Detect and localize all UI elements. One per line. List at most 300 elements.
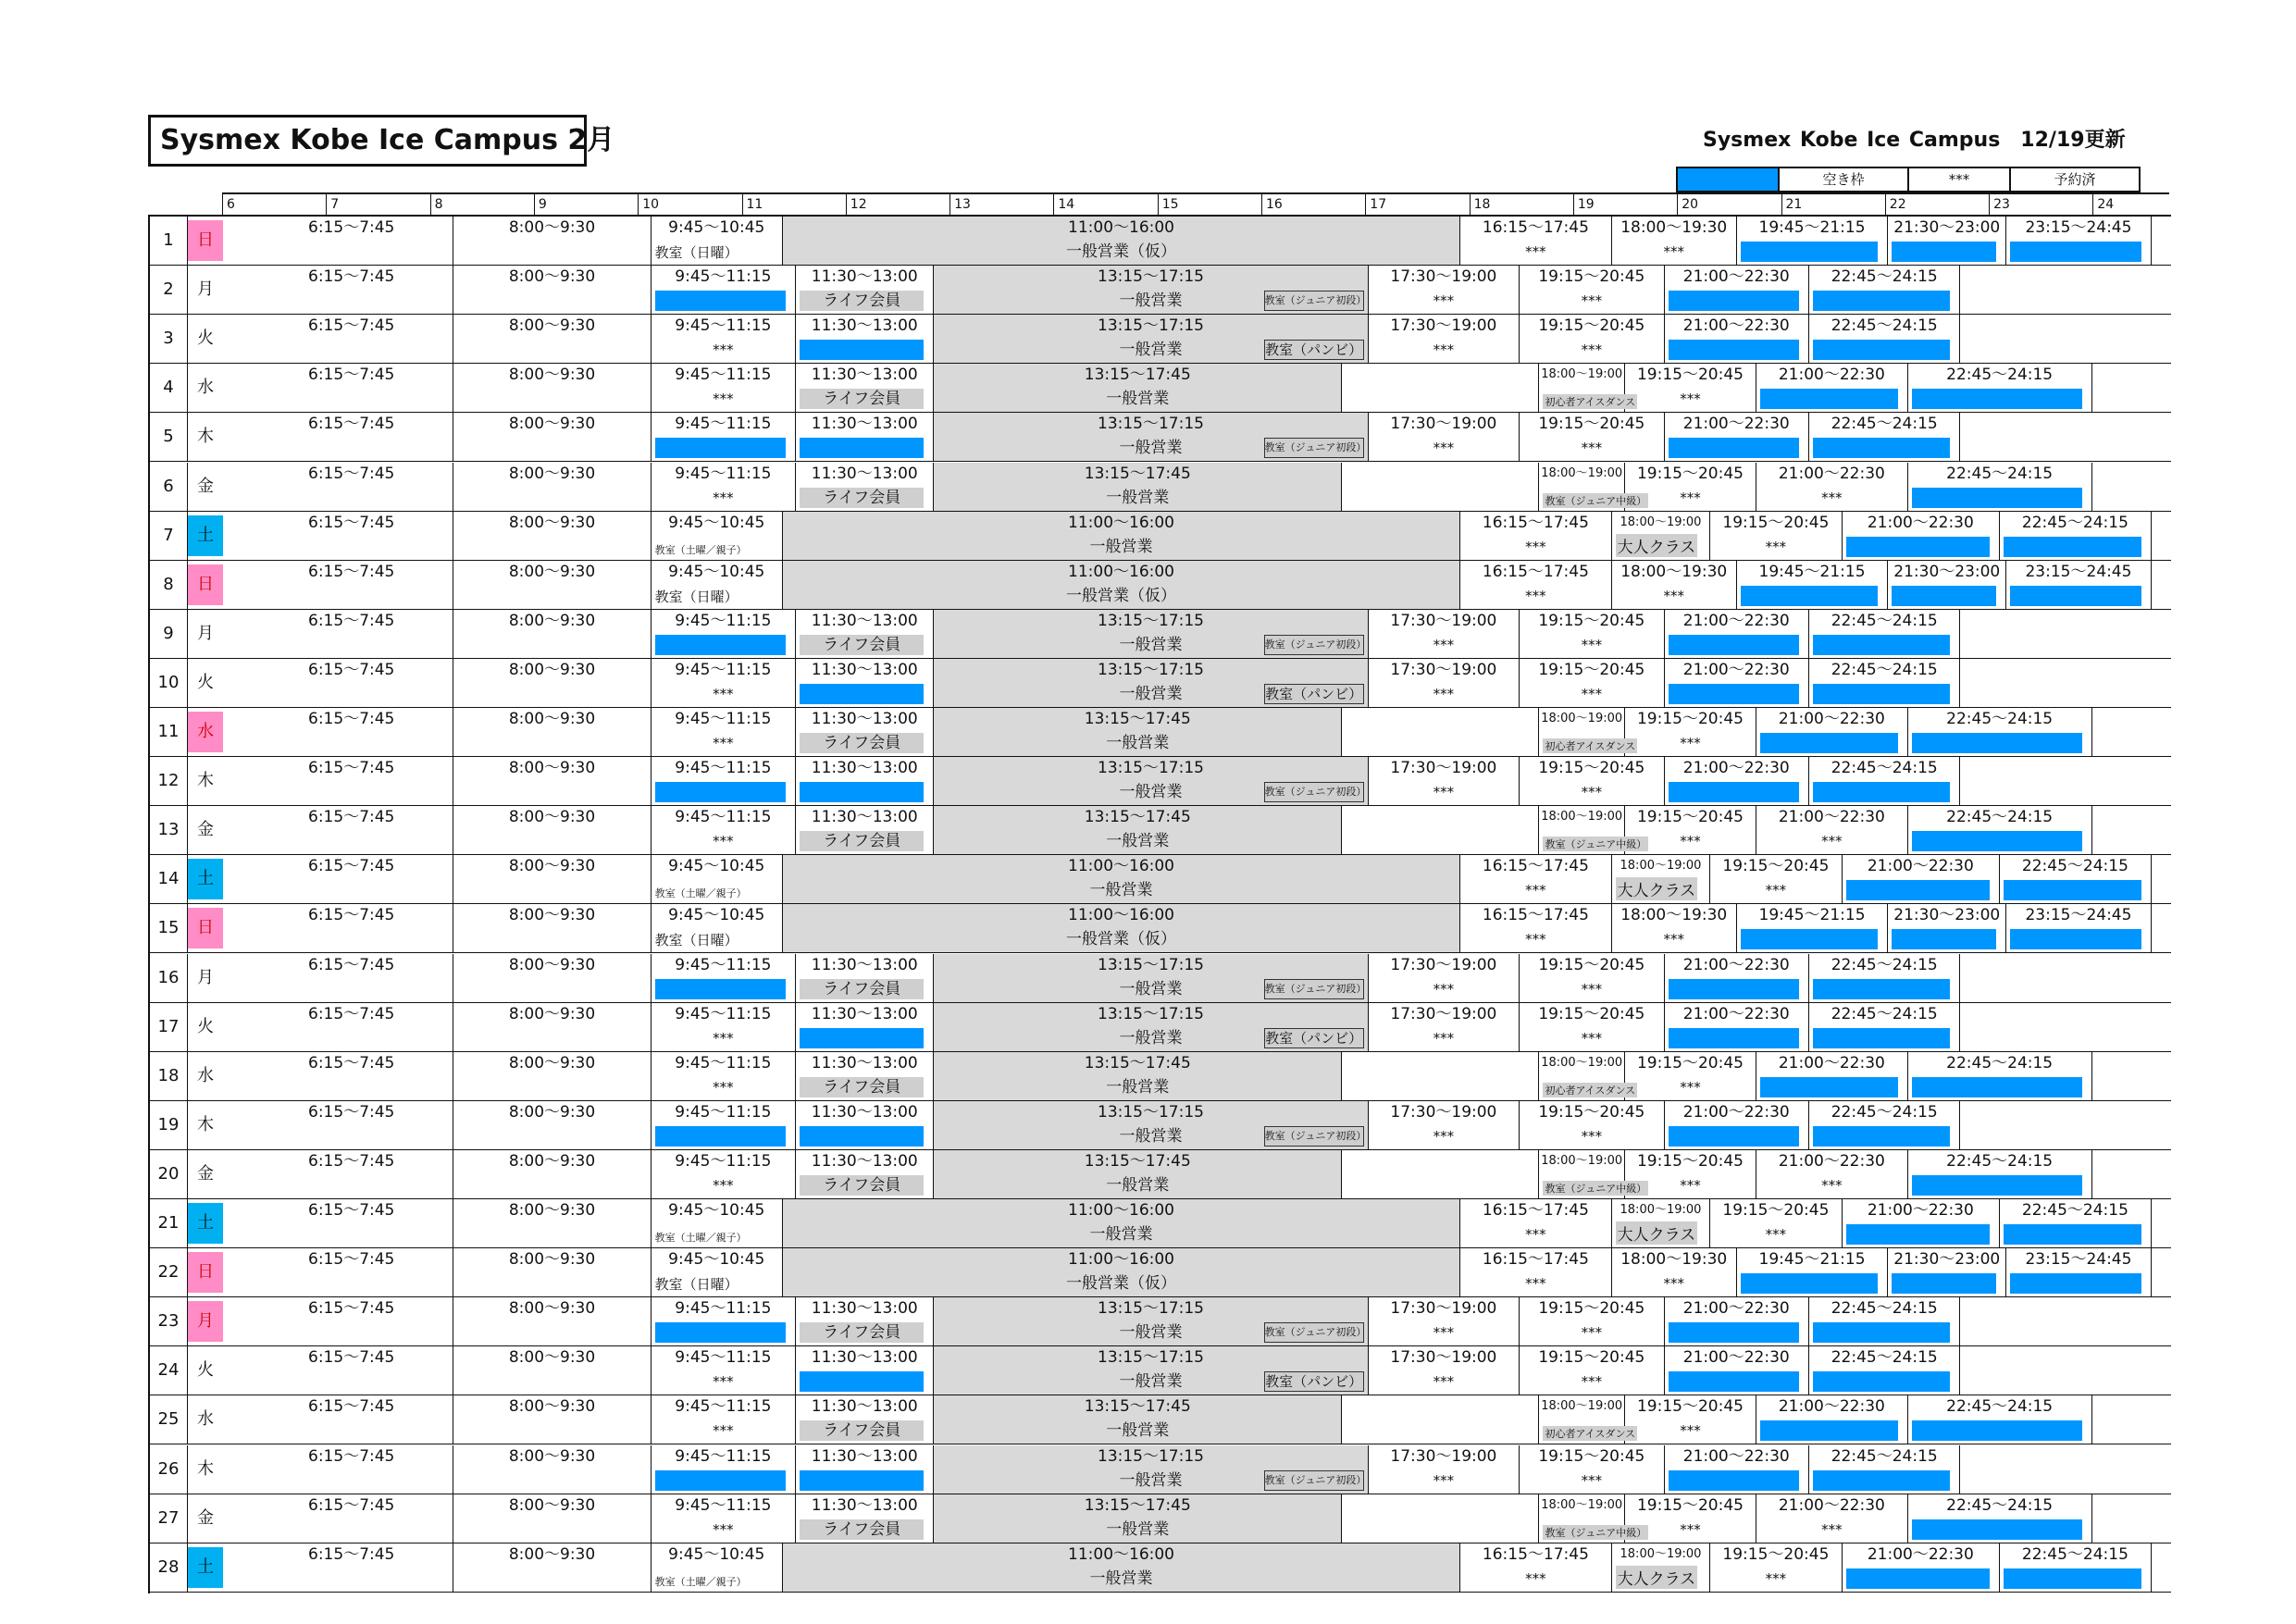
time-slot[interactable]	[1342, 806, 1539, 854]
time-slot[interactable]	[250, 1346, 453, 1395]
slot-available[interactable]	[1809, 266, 1961, 314]
available-bar	[800, 1126, 924, 1147]
time-slot[interactable]	[1539, 1052, 1636, 1100]
time-slot[interactable]	[250, 904, 453, 952]
slot-available[interactable]	[652, 1445, 796, 1494]
slot-label: 初心者アイスダンス	[1545, 740, 1636, 752]
slot-time: 11:30～13:00	[811, 1495, 918, 1515]
slot-available[interactable]	[1665, 1101, 1809, 1149]
slot-available[interactable]	[1908, 806, 2092, 854]
time-slot[interactable]	[934, 413, 1368, 461]
time-slot[interactable]	[1460, 561, 1612, 609]
time-slot[interactable]	[453, 217, 651, 265]
slot-available[interactable]	[652, 757, 796, 805]
time-slot[interactable]	[1369, 659, 1520, 707]
slot-available[interactable]	[1908, 364, 2092, 412]
slot-available[interactable]	[652, 266, 796, 314]
time-slot[interactable]	[453, 904, 651, 952]
time-slot[interactable]	[934, 1297, 1368, 1345]
slot-time: 8:00～9:30	[508, 1544, 596, 1564]
time-slot[interactable]	[453, 512, 651, 560]
time-slot[interactable]	[652, 659, 796, 707]
time-slot[interactable]	[250, 217, 453, 265]
time-slot[interactable]	[652, 315, 796, 363]
time-slot[interactable]	[1612, 855, 1711, 903]
time-slot[interactable]	[783, 1543, 1460, 1592]
slot-available[interactable]	[2000, 1543, 2152, 1592]
slot-available[interactable]	[796, 1445, 934, 1494]
slot-available[interactable]	[1843, 512, 2001, 560]
slot-available[interactable]	[652, 610, 796, 658]
time-slot[interactable]	[1369, 1346, 1520, 1395]
time-slot[interactable]	[652, 1052, 796, 1100]
time-slot[interactable]	[1625, 1052, 1756, 1100]
time-slot[interactable]	[1539, 1150, 1647, 1198]
slot-available[interactable]	[652, 954, 796, 1002]
slot-available[interactable]	[1908, 1150, 2092, 1198]
time-slot[interactable]	[934, 315, 1368, 363]
time-slot[interactable]	[1612, 561, 1737, 609]
time-slot[interactable]	[1756, 1150, 1908, 1198]
slot-available[interactable]	[2006, 217, 2151, 265]
time-slot[interactable]	[1460, 855, 1612, 903]
time-slot[interactable]	[1520, 266, 1664, 314]
time-slot[interactable]	[652, 217, 783, 265]
slot-available[interactable]	[1908, 1395, 2092, 1444]
time-slot[interactable]	[453, 1150, 651, 1198]
time-slot[interactable]	[1369, 266, 1520, 314]
slot-status: ***	[713, 735, 734, 751]
slot-available[interactable]	[1665, 954, 1809, 1002]
time-slot[interactable]	[934, 1395, 1342, 1444]
slot-available[interactable]	[2000, 1199, 2152, 1247]
slot-available[interactable]	[1665, 659, 1809, 707]
time-slot[interactable]	[783, 855, 1460, 903]
time-slot[interactable]	[796, 1052, 934, 1100]
time-slot[interactable]	[783, 217, 1460, 265]
time-slot[interactable]	[1460, 217, 1612, 265]
time-slot[interactable]	[250, 708, 453, 756]
available-bar	[1846, 1568, 1991, 1589]
slot-available[interactable]	[1756, 1395, 1908, 1444]
available-bar	[1741, 1273, 1879, 1294]
time-slot[interactable]	[1369, 413, 1520, 461]
time-slot[interactable]	[652, 1543, 783, 1592]
time-slot[interactable]	[934, 954, 1368, 1002]
slot-time: 9:45～11:15	[675, 316, 772, 336]
time-slot[interactable]	[934, 463, 1342, 511]
time-slot[interactable]	[934, 1052, 1342, 1100]
slot-time: 13:15～17:15	[1098, 415, 1204, 434]
time-slot[interactable]	[652, 364, 796, 412]
time-slot[interactable]	[796, 708, 934, 756]
time-slot[interactable]	[796, 1395, 934, 1444]
slot-time: 22:45～24:15	[1946, 1151, 2054, 1171]
slot-time: 13:15～17:15	[1098, 1348, 1204, 1368]
available-bar	[1741, 242, 1879, 262]
time-slot[interactable]	[1520, 610, 1664, 658]
time-slot[interactable]	[250, 561, 453, 609]
slot-available[interactable]	[796, 1101, 934, 1149]
time-slot[interactable]	[1369, 1003, 1520, 1051]
slot-time: 19:45～21:15	[1758, 562, 1866, 581]
slot-time: 18:00～19:30	[1620, 218, 1728, 237]
time-slot[interactable]	[1520, 1445, 1664, 1494]
slot-label: 一般営業	[1089, 537, 1153, 556]
time-slot[interactable]	[1520, 954, 1664, 1002]
time-slot[interactable]	[783, 1248, 1460, 1296]
slot-available[interactable]	[652, 413, 796, 461]
time-slot[interactable]	[250, 1003, 453, 1051]
slot-available[interactable]	[1756, 1052, 1908, 1100]
time-slot[interactable]	[1460, 904, 1612, 952]
time-slot[interactable]	[1612, 1248, 1737, 1296]
time-slot[interactable]	[652, 1346, 796, 1395]
time-slot[interactable]	[783, 904, 1460, 952]
time-slot[interactable]	[1756, 463, 1908, 511]
time-slot[interactable]	[453, 1052, 651, 1100]
time-slot[interactable]	[652, 1003, 796, 1051]
time-slot[interactable]	[1369, 315, 1520, 363]
time-slot[interactable]	[652, 561, 783, 609]
time-slot[interactable]	[652, 708, 796, 756]
time-slot[interactable]	[1520, 315, 1664, 363]
time-slot[interactable]	[652, 512, 783, 560]
slot-available[interactable]	[652, 1101, 796, 1149]
time-slot[interactable]	[453, 1395, 651, 1444]
time-slot[interactable]	[1756, 806, 1908, 854]
time-slot[interactable]	[934, 1101, 1368, 1149]
time-slot[interactable]	[1342, 708, 1539, 756]
slot-time: 22:45～24:15	[2021, 1544, 2128, 1564]
slot-available[interactable]	[1809, 1346, 1961, 1395]
time-slot[interactable]	[1539, 463, 1647, 511]
slot-available[interactable]	[1843, 855, 2001, 903]
slot-available[interactable]	[1809, 954, 1961, 1002]
slot-time: 22:45～24:15	[1831, 759, 1938, 778]
slot-available[interactable]	[1888, 217, 2006, 265]
time-slot[interactable]	[250, 266, 453, 314]
slot-available[interactable]	[1665, 610, 1809, 658]
time-slot[interactable]	[934, 1445, 1368, 1494]
time-slot[interactable]	[934, 708, 1342, 756]
time-slot[interactable]	[250, 1052, 453, 1100]
time-slot[interactable]	[1520, 659, 1664, 707]
slot-available[interactable]	[796, 413, 934, 461]
time-slot[interactable]	[1520, 757, 1664, 805]
time-slot[interactable]	[934, 757, 1368, 805]
slot-available[interactable]	[652, 1297, 796, 1345]
slot-available[interactable]	[1737, 217, 1889, 265]
time-slot[interactable]	[652, 806, 796, 854]
slot-available[interactable]	[1665, 1003, 1809, 1051]
slot-status: ***	[1433, 292, 1455, 310]
time-slot[interactable]	[250, 364, 453, 412]
slot-available[interactable]	[1665, 266, 1809, 314]
time-slot[interactable]	[453, 806, 651, 854]
time-slot[interactable]	[250, 512, 453, 560]
available-bar	[1669, 782, 1799, 802]
time-slot[interactable]	[453, 1248, 651, 1296]
time-slot[interactable]	[1460, 1199, 1612, 1247]
time-slot[interactable]	[796, 954, 934, 1002]
time-slot[interactable]	[652, 1150, 796, 1198]
slot-available[interactable]	[2006, 561, 2151, 609]
time-slot[interactable]	[796, 610, 934, 658]
time-slot[interactable]	[934, 659, 1368, 707]
day-number: 17	[150, 1003, 188, 1051]
slot-available[interactable]	[1665, 757, 1809, 805]
time-slot[interactable]	[453, 954, 651, 1002]
time-slot[interactable]	[1625, 463, 1756, 511]
time-slot[interactable]	[1369, 1445, 1520, 1494]
time-slot[interactable]	[1612, 512, 1711, 560]
time-slot[interactable]	[1369, 1101, 1520, 1149]
slot-available[interactable]	[1908, 463, 2092, 511]
time-slot[interactable]	[1520, 1297, 1664, 1345]
time-slot[interactable]	[1539, 364, 1636, 412]
time-slot[interactable]	[250, 1494, 453, 1543]
time-slot[interactable]	[250, 1199, 453, 1247]
time-slot[interactable]	[1710, 1543, 1842, 1592]
time-slot[interactable]	[250, 855, 453, 903]
time-slot[interactable]	[250, 659, 453, 707]
time-slot[interactable]	[652, 855, 783, 903]
time-slot[interactable]	[796, 266, 934, 314]
time-slot[interactable]	[1460, 1248, 1612, 1296]
class-tag: 教室（ジュニア初段）	[1264, 782, 1364, 802]
time-slot[interactable]	[453, 757, 651, 805]
slot-available[interactable]	[1665, 315, 1809, 363]
time-slot[interactable]	[652, 463, 796, 511]
time-slot[interactable]	[1520, 1003, 1664, 1051]
slot-time: 22:45～24:15	[2021, 513, 2128, 532]
slot-available[interactable]	[796, 1003, 934, 1051]
slot-available[interactable]	[1843, 1543, 2001, 1592]
time-slot[interactable]	[250, 315, 453, 363]
time-slot[interactable]	[250, 1297, 453, 1345]
slot-available[interactable]	[796, 315, 934, 363]
slot-time: 6:15～7:45	[308, 857, 395, 876]
time-slot[interactable]	[250, 413, 453, 461]
slot-available[interactable]	[1737, 561, 1889, 609]
time-slot[interactable]	[1342, 364, 1539, 412]
time-slot[interactable]	[652, 904, 783, 952]
time-slot[interactable]	[1625, 1494, 1756, 1543]
time-slot[interactable]	[1520, 1346, 1664, 1395]
slot-available[interactable]	[1809, 659, 1961, 707]
slot-available[interactable]	[1809, 1003, 1961, 1051]
time-slot[interactable]	[652, 1248, 783, 1296]
time-slot[interactable]	[250, 1445, 453, 1494]
time-slot[interactable]	[934, 1494, 1342, 1543]
time-slot[interactable]	[1625, 708, 1756, 756]
slot-status: ***	[1821, 833, 1843, 850]
slot-available[interactable]	[1809, 413, 1961, 461]
time-slot[interactable]	[453, 1346, 651, 1395]
slot-available[interactable]	[1888, 1248, 2006, 1296]
available-bar	[2010, 929, 2141, 949]
time-slot[interactable]	[1460, 512, 1612, 560]
time-slot[interactable]	[1369, 1297, 1520, 1345]
time-slot[interactable]	[934, 610, 1368, 658]
time-slot[interactable]	[453, 1003, 651, 1051]
time-slot[interactable]	[1756, 1494, 1908, 1543]
slot-available[interactable]	[2000, 855, 2152, 903]
slot-available[interactable]	[2006, 1248, 2151, 1296]
time-slot[interactable]	[1369, 610, 1520, 658]
time-slot[interactable]	[652, 1395, 796, 1444]
slot-available[interactable]	[1809, 757, 1961, 805]
time-slot[interactable]	[453, 1297, 651, 1345]
time-slot[interactable]	[783, 561, 1460, 609]
time-slot[interactable]	[1710, 512, 1842, 560]
available-bar	[1912, 831, 2082, 851]
time-slot[interactable]	[250, 1150, 453, 1198]
slot-available[interactable]	[1888, 561, 2006, 609]
time-slot[interactable]	[934, 266, 1368, 314]
time-slot[interactable]	[1625, 364, 1756, 412]
time-slot[interactable]	[250, 757, 453, 805]
time-slot[interactable]	[453, 561, 651, 609]
weekday-label: 日	[188, 564, 223, 605]
time-slot[interactable]	[1520, 413, 1664, 461]
time-slot[interactable]	[453, 266, 651, 314]
time-slot[interactable]	[453, 708, 651, 756]
time-slot[interactable]	[934, 806, 1342, 854]
time-slot[interactable]	[796, 806, 934, 854]
slot-available[interactable]	[1809, 1101, 1961, 1149]
slot-status: ***	[1525, 538, 1546, 555]
time-slot[interactable]	[796, 1494, 934, 1543]
slot-available[interactable]	[1809, 1297, 1961, 1345]
slot-status: ***	[713, 341, 734, 359]
slot-status: ***	[1433, 1471, 1455, 1489]
time-slot[interactable]	[1710, 1199, 1842, 1247]
time-slot[interactable]	[1710, 855, 1842, 903]
time-slot[interactable]	[250, 610, 453, 658]
available-bar	[655, 1322, 786, 1343]
time-slot[interactable]	[1342, 1395, 1539, 1444]
slot-available[interactable]	[2006, 904, 2151, 952]
time-slot[interactable]	[453, 1494, 651, 1543]
slot-time: 9:45～11:15	[675, 415, 772, 434]
time-slot[interactable]	[1612, 1199, 1711, 1247]
time-slot[interactable]	[934, 364, 1342, 412]
time-slot[interactable]	[453, 610, 651, 658]
time-slot[interactable]	[453, 855, 651, 903]
time-slot[interactable]	[1539, 1395, 1636, 1444]
time-slot[interactable]	[1520, 1101, 1664, 1149]
time-slot[interactable]	[1369, 954, 1520, 1002]
time-slot[interactable]	[250, 1101, 453, 1149]
slot-available[interactable]	[1737, 904, 1889, 952]
time-slot[interactable]	[1342, 1494, 1539, 1543]
time-slot[interactable]	[1612, 217, 1737, 265]
slot-available[interactable]	[1809, 610, 1961, 658]
slot-available[interactable]	[1809, 315, 1961, 363]
time-slot[interactable]	[453, 659, 651, 707]
time-slot[interactable]	[1342, 1150, 1539, 1198]
slot-available[interactable]	[1737, 1248, 1889, 1296]
time-slot[interactable]	[453, 1543, 651, 1592]
time-slot[interactable]	[1460, 1543, 1612, 1592]
slot-available[interactable]	[1809, 1445, 1961, 1494]
slot-time: 17:30～19:00	[1390, 955, 1497, 974]
slot-available[interactable]	[2000, 512, 2152, 560]
time-slot[interactable]	[652, 1494, 796, 1543]
time-slot[interactable]	[1539, 708, 1636, 756]
time-slot[interactable]	[250, 1395, 453, 1444]
slot-available[interactable]	[1756, 708, 1908, 756]
time-slot[interactable]	[934, 1346, 1368, 1395]
time-slot[interactable]	[1342, 1052, 1539, 1100]
slot-available[interactable]	[1908, 708, 2092, 756]
slot-available[interactable]	[1665, 1297, 1809, 1345]
time-slot[interactable]	[1625, 806, 1756, 854]
time-slot[interactable]	[250, 806, 453, 854]
slot-available[interactable]	[796, 659, 934, 707]
time-slot[interactable]	[783, 1199, 1460, 1247]
slot-available[interactable]	[1665, 1445, 1809, 1494]
time-slot[interactable]	[1342, 463, 1539, 511]
time-slot[interactable]	[250, 1248, 453, 1296]
slot-available[interactable]	[1665, 1346, 1809, 1395]
slot-time: 11:00～16:00	[1068, 1201, 1174, 1220]
time-slot[interactable]	[250, 1543, 453, 1592]
time-slot[interactable]	[250, 463, 453, 511]
time-slot[interactable]	[453, 364, 651, 412]
time-slot[interactable]	[1625, 1395, 1756, 1444]
slot-available[interactable]	[1908, 1494, 2092, 1543]
schedule-row	[150, 1248, 2171, 1297]
time-slot[interactable]	[453, 1199, 651, 1247]
time-slot[interactable]	[453, 463, 651, 511]
time-slot[interactable]	[1625, 1150, 1756, 1198]
time-slot[interactable]	[1539, 1494, 1647, 1543]
time-slot[interactable]	[250, 954, 453, 1002]
time-slot[interactable]	[796, 1150, 934, 1198]
slot-available[interactable]	[796, 1346, 934, 1395]
time-slot[interactable]	[453, 1445, 651, 1494]
time-slot[interactable]	[796, 1297, 934, 1345]
slot-available[interactable]	[796, 757, 934, 805]
slot-available[interactable]	[1665, 413, 1809, 461]
time-slot[interactable]	[453, 413, 651, 461]
time-slot[interactable]	[1612, 904, 1737, 952]
slot-available[interactable]	[1908, 1052, 2092, 1100]
time-slot[interactable]	[934, 1150, 1342, 1198]
time-slot[interactable]	[453, 315, 651, 363]
slot-available[interactable]	[1843, 1199, 2001, 1247]
slot-time: 11:00～16:00	[1068, 218, 1174, 237]
time-slot[interactable]	[934, 1003, 1368, 1051]
slot-time: 9:45～11:15	[675, 1102, 772, 1122]
slot-available[interactable]	[1756, 364, 1908, 412]
slot-time: 9:45～11:15	[675, 1397, 772, 1417]
time-slot[interactable]	[1612, 1543, 1711, 1592]
available-bar	[2010, 586, 2141, 606]
slot-available[interactable]	[1888, 904, 2006, 952]
time-slot[interactable]	[796, 364, 934, 412]
time-slot[interactable]	[453, 1101, 651, 1149]
time-slot[interactable]	[783, 512, 1460, 560]
time-slot[interactable]	[1539, 806, 1647, 854]
time-slot[interactable]	[1369, 757, 1520, 805]
time-slot[interactable]	[652, 1199, 783, 1247]
time-slot[interactable]	[796, 463, 934, 511]
slot-time: 9:45～11:15	[675, 611, 772, 630]
